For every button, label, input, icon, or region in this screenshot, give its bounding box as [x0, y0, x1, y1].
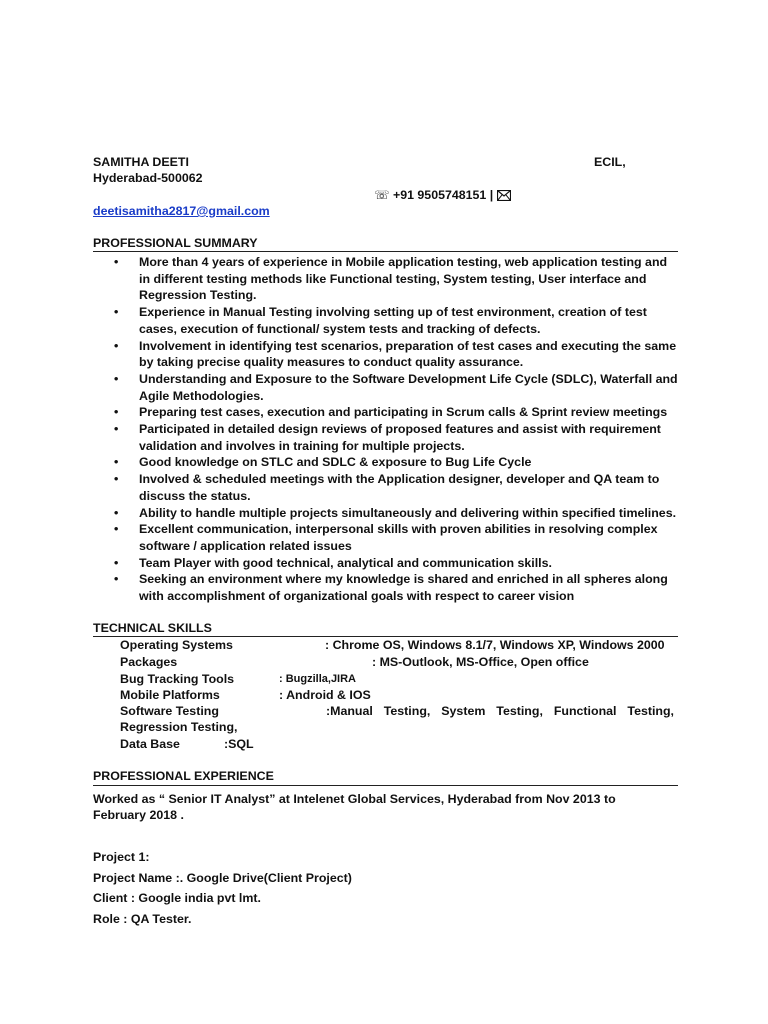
skill-value: : Android & IOS — [279, 688, 371, 702]
summary-item: • Ability to handle multiple projects simultaneously and delivering within specified timelines. — [114, 505, 677, 520]
skills-divider — [93, 636, 678, 637]
summary-item: • Involved & scheduled meetings with the Application designer, developer and QA team to discuss the status. — [114, 472, 660, 503]
skill-label: Operating Systems — [120, 638, 233, 652]
bullet-icon: • — [114, 472, 119, 487]
summary-item: • Team Player with good technical, analytical and communication skills. — [114, 555, 552, 570]
summary-item: • Preparing test cases, execution and participating in Scrum calls & Sprint review meetings — [114, 405, 668, 420]
phone-number: +91 9505748151 | — [392, 188, 494, 202]
project-client: Client : Google india pvt lmt. — [93, 891, 261, 905]
project-role: Role : QA Tester. — [93, 912, 192, 926]
skill-label: Software Testing — [120, 704, 219, 718]
bullet-icon: • — [114, 338, 119, 353]
city: Hyderabad-500062 — [93, 171, 203, 185]
skill-value: :Manual Testing, System Testing, Functional Testing, — [326, 704, 674, 718]
bullet-icon: • — [114, 305, 119, 320]
skill-label: Data Base — [120, 737, 180, 751]
bullet-icon: • — [114, 371, 119, 386]
summary-item: • More than 4 years of experience in Mobile application testing, web application testing and in different testing methods like Functional testing, System testing, User interface and Regression Testing. — [114, 255, 668, 303]
skills-heading: TECHNICAL SKILLS — [93, 621, 212, 635]
summary-item: • Participated in detailed design reviews of proposed features and assist with requirement validation and involves in training for multiple projects. — [114, 422, 661, 453]
bullet-icon: • — [114, 422, 119, 437]
bullet-icon: • — [114, 455, 119, 470]
summary-list — [93, 254, 678, 605]
location: ECIL, — [594, 155, 626, 169]
skill-label: Mobile Platforms — [120, 688, 220, 702]
experience-heading: PROFESSIONAL EXPERIENCE — [93, 769, 274, 783]
experience-divider — [93, 785, 678, 786]
skill-value: :SQL — [224, 737, 254, 751]
project-name: Project Name :. Google Drive(Client Project) — [93, 871, 352, 885]
summary-heading: PROFESSIONAL SUMMARY — [93, 236, 258, 250]
envelope-icon — [497, 190, 511, 204]
candidate-name: SAMITHA DEETI — [93, 155, 189, 169]
summary-item: • Excellent communication, interpersonal skills with proven abilities in resolving complex software / application related issues — [114, 522, 658, 553]
summary-divider — [93, 251, 678, 252]
bullet-icon: • — [114, 505, 119, 520]
bullet-icon: • — [114, 255, 119, 269]
summary-item: • Experience in Manual Testing involving setting up of test environment, creation of test cases, execution of functional/ system tests and tracking of defects. — [114, 305, 647, 336]
summary-item: • Good knowledge on STLC and SDLC & exposure to Bug Life Cycle — [114, 455, 532, 470]
contact-line — [374, 187, 511, 204]
bullet-icon: • — [114, 405, 119, 420]
phone-icon: ☏ — [374, 188, 390, 202]
summary-item: • Seeking an environment where my knowledge is shared and enriched in all spheres along with accomplishment of organizational goals with respect to career vision — [114, 572, 668, 604]
bullet-icon: • — [114, 572, 119, 587]
summary-item: • Involvement in identifying test scenarios, preparation of test cases and executing the same by taking precise quality measures to conduct quality assurance. — [114, 338, 677, 370]
bullet-icon: • — [114, 522, 119, 537]
skill-value: : Chrome OS, Windows 8.1/7, Windows XP, Windows 2000 — [325, 638, 665, 652]
skill-value: : MS-Outlook, MS-Office, Open office — [372, 655, 589, 669]
email-link[interactable]: deetisamitha2817@gmail.com — [93, 204, 270, 218]
skill-label: Bug Tracking Tools — [120, 672, 235, 686]
experience-line: February 2018 . — [93, 808, 184, 822]
bullet-icon: • — [114, 555, 119, 570]
skill-label: Regression Testing, — [120, 720, 238, 734]
skill-value: : Bugzilla,JIRA — [279, 673, 357, 685]
summary-item: • Understanding and Exposure to the Software Development Life Cycle (SDLC), Waterfall and Agile Methodologies. — [114, 371, 678, 403]
project-title: Project 1: — [93, 850, 150, 864]
skill-label: Packages — [120, 655, 178, 669]
experience-line: Worked as “ Senior IT Analyst” at Intelenet Global Services, Hyderabad from Nov 2013 to — [93, 792, 616, 806]
